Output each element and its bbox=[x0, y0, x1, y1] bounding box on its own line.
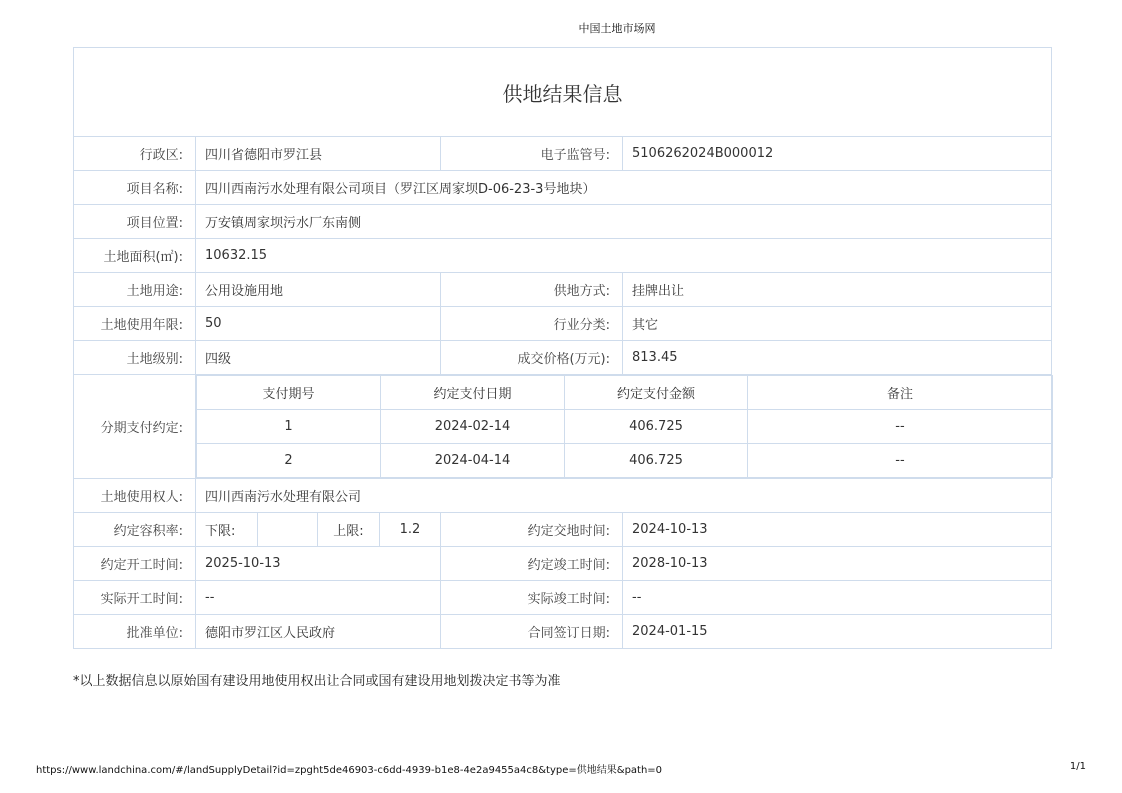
disclaimer-note: *以上数据信息以原始国有建设用地使用权出让合同或国有建设用地划拨决定书等为准 bbox=[73, 674, 561, 689]
far-lower-label: 下限: bbox=[196, 513, 258, 547]
installment-header: 备注 bbox=[748, 376, 1053, 410]
row-land-user bbox=[74, 479, 1052, 513]
land-area-label: 土地面积(㎡): bbox=[74, 239, 196, 273]
contract-date-label: 合同签订日期: bbox=[441, 615, 623, 649]
land-user-label: 土地使用权人: bbox=[74, 479, 196, 513]
land-area-value: 10632.15 bbox=[196, 239, 1052, 273]
row-land-area bbox=[74, 239, 1052, 273]
installment-date: 2024-04-14 bbox=[381, 444, 565, 478]
installment-header-row bbox=[197, 376, 1053, 410]
row-project-name bbox=[74, 171, 1052, 205]
agreed-start-value: 2025-10-13 bbox=[196, 547, 441, 581]
agreed-start-label: 约定开工时间: bbox=[74, 547, 196, 581]
actual-start-value: -- bbox=[196, 581, 441, 615]
site-title: 中国土地市场网 bbox=[578, 22, 656, 35]
agreed-finish-value: 2028-10-13 bbox=[623, 547, 1052, 581]
row-approver bbox=[74, 615, 1052, 649]
project-location-value: 万安镇周家坝污水厂东南侧 bbox=[196, 205, 1052, 239]
actual-finish-label: 实际竣工时间: bbox=[441, 581, 623, 615]
e-supervision-label: 电子监管号: bbox=[441, 137, 623, 171]
installment-row bbox=[197, 444, 1053, 478]
page-number: 1/1 bbox=[1069, 761, 1086, 772]
land-grade-value: 四级 bbox=[196, 341, 441, 375]
page-title: 供地结果信息 bbox=[74, 48, 1052, 137]
far-lower-value bbox=[258, 513, 318, 547]
admin-region-value: 四川省德阳市罗江县 bbox=[196, 137, 441, 171]
row-agreed-dates bbox=[74, 547, 1052, 581]
row-floor-area-ratio bbox=[74, 513, 1052, 547]
installment-remark: -- bbox=[748, 444, 1053, 478]
approver-label: 批准单位: bbox=[74, 615, 196, 649]
land-use-label: 土地用途: bbox=[74, 273, 196, 307]
row-admin-region bbox=[74, 137, 1052, 171]
row-land-grade bbox=[74, 341, 1052, 375]
land-grade-label: 土地级别: bbox=[74, 341, 196, 375]
row-project-location bbox=[74, 205, 1052, 239]
land-user-value: 四川西南污水处理有限公司 bbox=[196, 479, 1052, 513]
e-supervision-value: 5106262024B000012 bbox=[623, 137, 1052, 171]
supply-result-table bbox=[73, 47, 1052, 649]
installment-amount: 406.725 bbox=[565, 444, 748, 478]
installment-amount: 406.725 bbox=[565, 410, 748, 444]
row-installments bbox=[74, 375, 1052, 479]
result-frame bbox=[73, 47, 1051, 649]
actual-start-label: 实际开工时间: bbox=[74, 581, 196, 615]
row-actual-dates bbox=[74, 581, 1052, 615]
row-use-years bbox=[74, 307, 1052, 341]
handover-value: 2024-10-13 bbox=[623, 513, 1052, 547]
approver-value: 德阳市罗江区人民政府 bbox=[196, 615, 441, 649]
use-years-label: 土地使用年限: bbox=[74, 307, 196, 341]
installment-label: 分期支付约定: bbox=[74, 375, 196, 479]
land-use-value: 公用设施用地 bbox=[196, 273, 441, 307]
installment-header: 支付期号 bbox=[197, 376, 381, 410]
industry-label: 行业分类: bbox=[441, 307, 623, 341]
installment-header: 约定支付金额 bbox=[565, 376, 748, 410]
supply-method-label: 供地方式: bbox=[441, 273, 623, 307]
contract-date-value: 2024-01-15 bbox=[623, 615, 1052, 649]
installment-remark: -- bbox=[748, 410, 1053, 444]
project-name-label: 项目名称: bbox=[74, 171, 196, 205]
supply-method-value: 挂牌出让 bbox=[623, 273, 1052, 307]
handover-label: 约定交地时间: bbox=[441, 513, 623, 547]
far-upper-value: 1.2 bbox=[380, 513, 441, 547]
use-years-value: 50 bbox=[196, 307, 441, 341]
agreed-finish-label: 约定竣工时间: bbox=[441, 547, 623, 581]
installment-header: 约定支付日期 bbox=[381, 376, 565, 410]
industry-value: 其它 bbox=[623, 307, 1052, 341]
deal-price-label: 成交价格(万元): bbox=[441, 341, 623, 375]
project-name-value: 四川西南污水处理有限公司项目（罗江区周家坝D-06-23-3号地块） bbox=[196, 171, 1052, 205]
far-upper-label: 上限: bbox=[318, 513, 380, 547]
row-land-use bbox=[74, 273, 1052, 307]
actual-finish-value: -- bbox=[623, 581, 1052, 615]
installment-table bbox=[196, 375, 1053, 478]
far-label: 约定容积率: bbox=[74, 513, 196, 547]
installment-period: 1 bbox=[197, 410, 381, 444]
footer-url: https://www.landchina.com/#/landSupplyDetail?id=zpght5de46903-c6dd-4939-b1e8-4e2a9455a4c8&type=供地结果&path=0 bbox=[36, 765, 663, 776]
project-location-label: 项目位置: bbox=[74, 205, 196, 239]
deal-price-value: 813.45 bbox=[623, 341, 1052, 375]
installment-date: 2024-02-14 bbox=[381, 410, 565, 444]
installment-row bbox=[197, 410, 1053, 444]
admin-region-label: 行政区: bbox=[74, 137, 196, 171]
installment-period: 2 bbox=[197, 444, 381, 478]
